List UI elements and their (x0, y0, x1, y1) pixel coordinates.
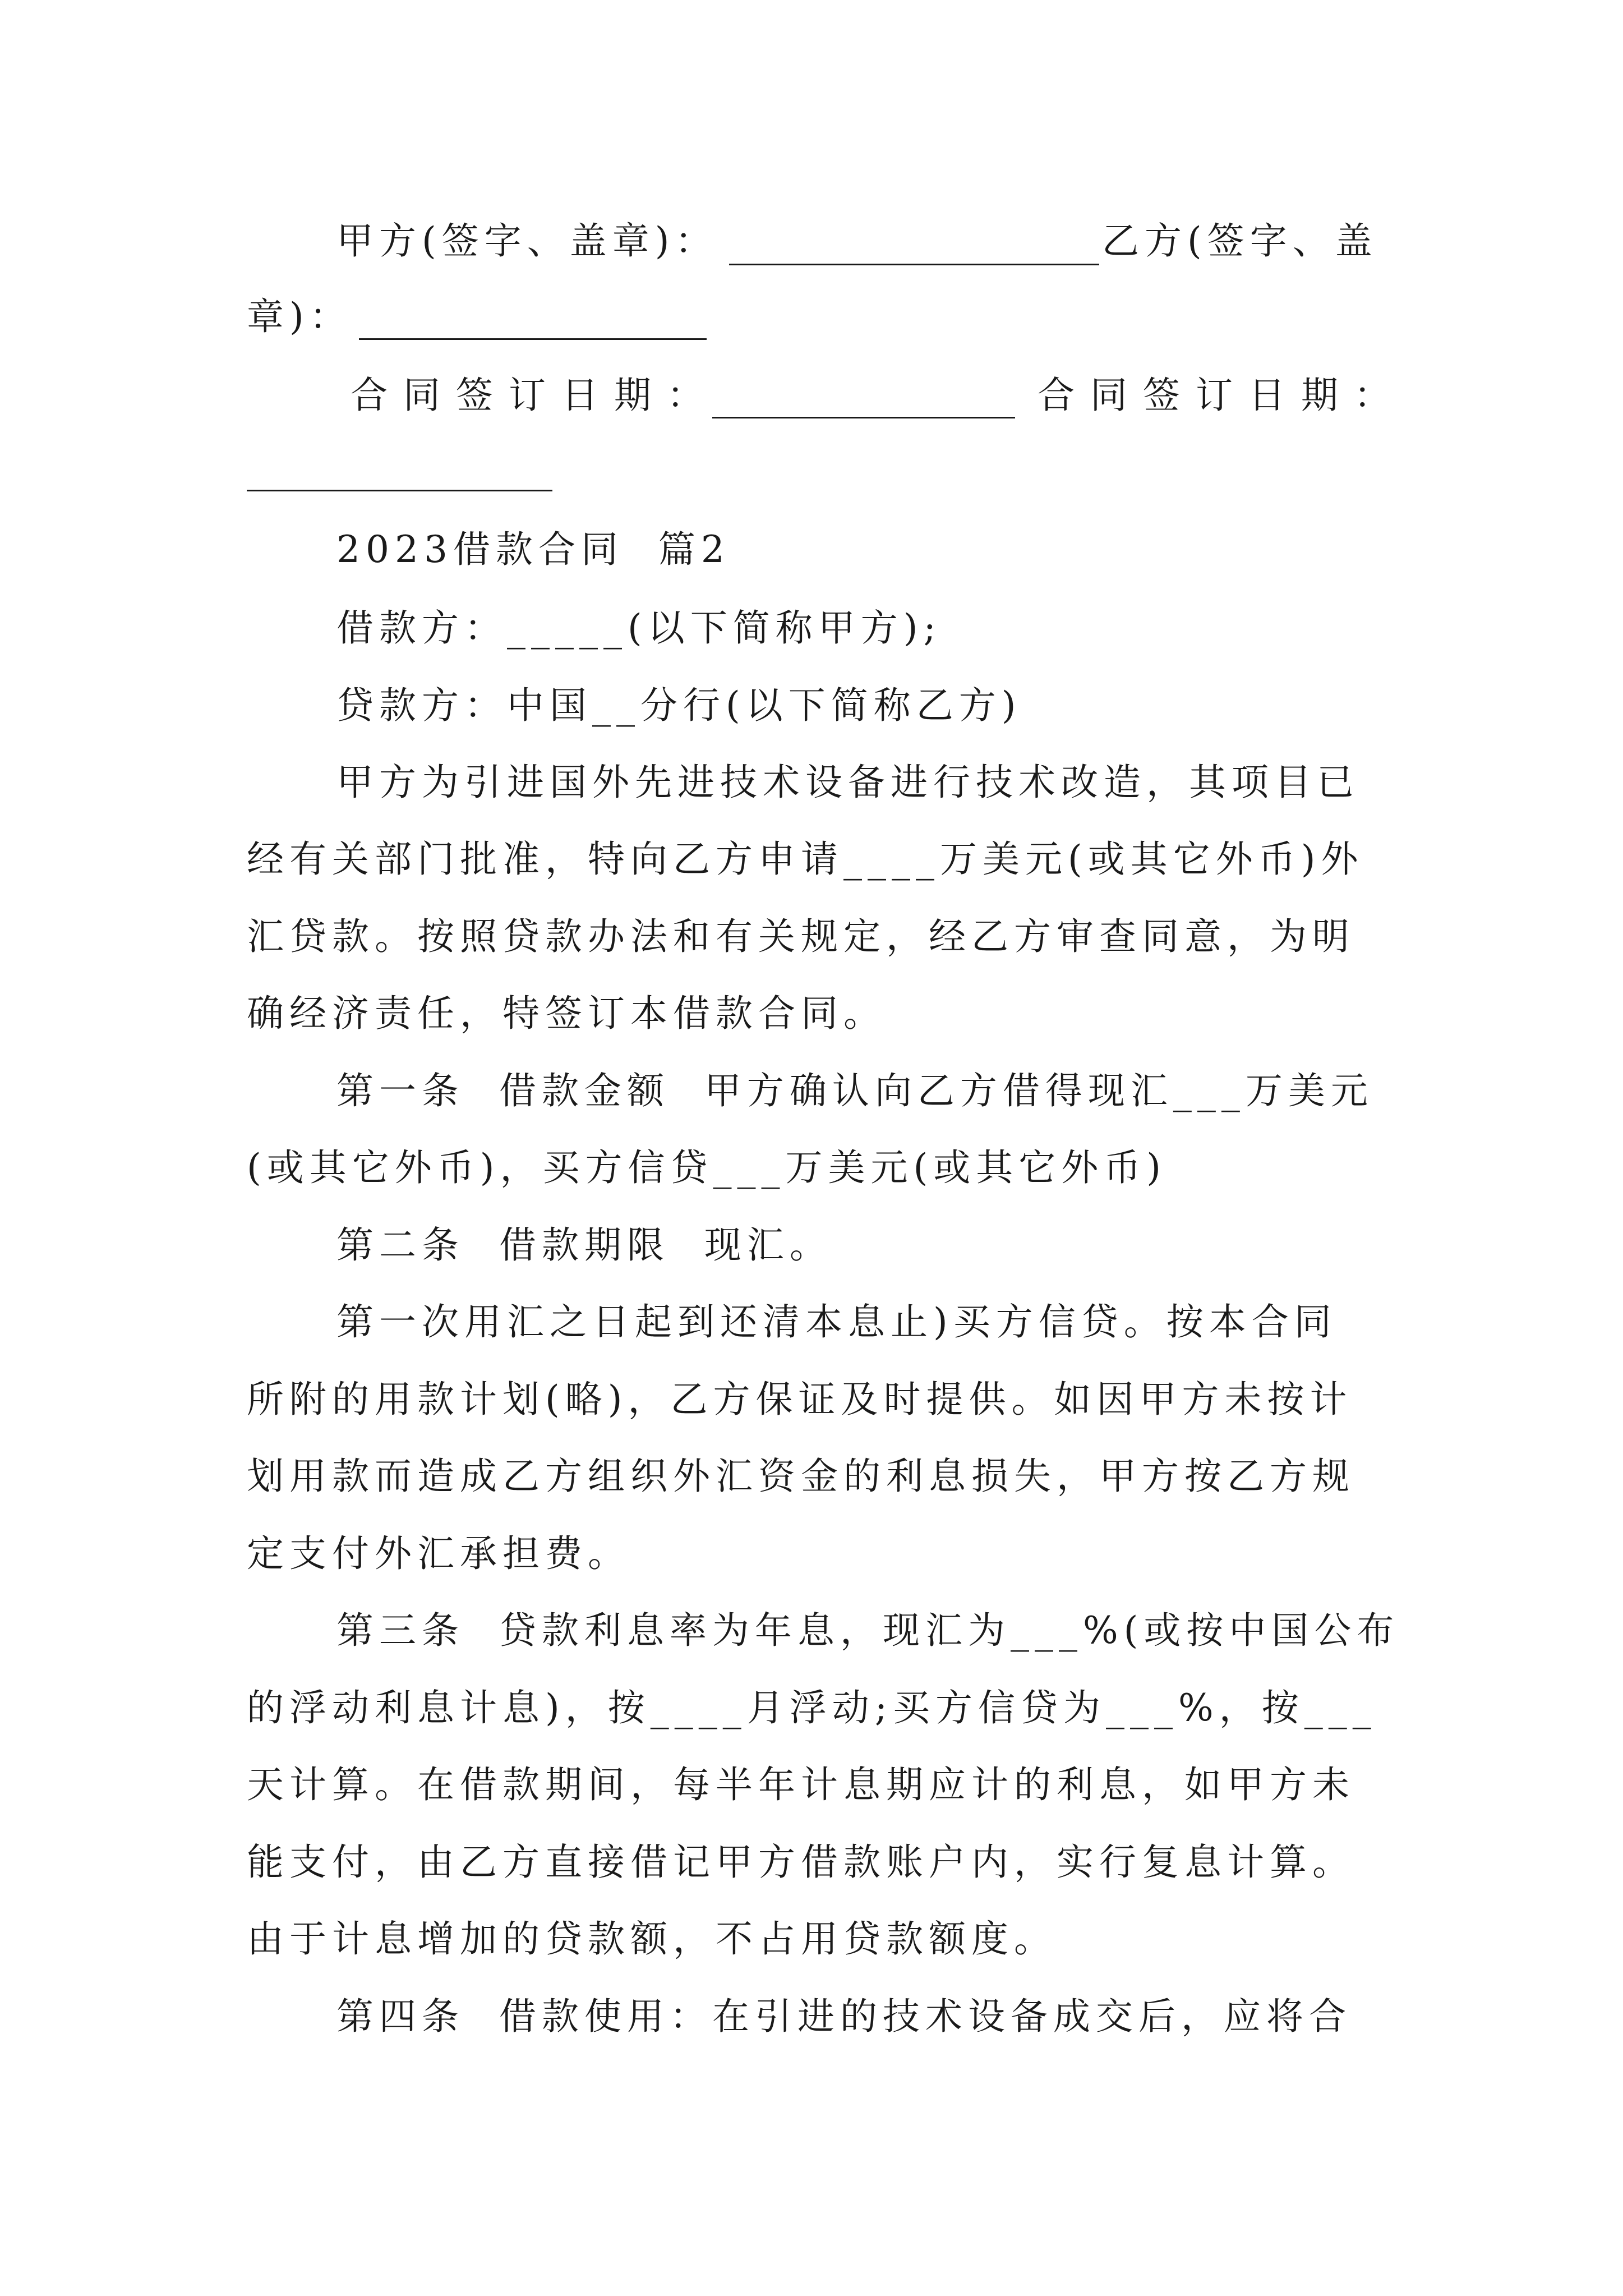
article-4-line: 第四条 借款使用：在引进的技术设备成交后，应将合 (336, 1995, 1352, 2038)
article-3-line: 能支付，由乙方直接借记甲方借款账户内，实行复息计算。 (247, 1841, 1355, 1884)
paragraph-line: 所附的用款计划(略)，乙方保证及时提供。如因甲方未按计 (247, 1378, 1353, 1421)
article-1-line: 第一条 借款金额 甲方确认向乙方借得现汇___万美元 (336, 1069, 1373, 1112)
article-3-line: 天计算。在借款期间，每半年计息期应计的利息，如甲方未 (247, 1763, 1355, 1806)
party-a-signature-label: 甲方(签字、盖章)： (336, 219, 718, 263)
article-3-line: 的浮动利息计息)，按____月浮动;买方信贷为___%，按___ (247, 1686, 1377, 1729)
signing-date-blank-a (712, 417, 1015, 418)
paragraph-line: 划用款而造成乙方组织外汇资金的利息损失，甲方按乙方规 (247, 1455, 1355, 1498)
signing-date-label-b: 合同签订日期： (1038, 374, 1407, 417)
contract-heading: 2023借款合同 篇2 (336, 528, 730, 571)
article-2-line: 第二条 借款期限 现汇。 (336, 1223, 832, 1267)
paragraph-line: 甲方为引进国外先进技术设备进行技术改造，其项目已 (336, 761, 1359, 804)
party-b-signature-blank (359, 338, 707, 340)
party-b-signature-label: 乙方(签字、盖 (1102, 219, 1378, 263)
party-b-signature-label-end: 章)： (247, 295, 352, 338)
borrower-line: 借款方：_____(以下简称甲方); (336, 606, 942, 650)
article-3-line: 由于计息增加的贷款额，不占用贷款额度。 (247, 1917, 1057, 1961)
paragraph-line: 确经济责任，特签订本借款合同。 (247, 992, 886, 1035)
party-a-signature-blank (729, 264, 1099, 265)
paragraph-line: 第一次用汇之日起到还清本息止)买方信贷。按本合同 (336, 1300, 1337, 1343)
signing-date-label-a: 合同签订日期： (351, 374, 720, 417)
paragraph-line: 定支付外汇承担费。 (247, 1532, 630, 1575)
article-3-line: 第三条 贷款利息率为年息，现汇为___%(或按中国公布 (336, 1609, 1400, 1652)
article-1-line: (或其它外币)，买方信贷___万美元(或其它外币) (247, 1146, 1166, 1189)
paragraph-line: 汇贷款。按照贷款办法和有关规定，经乙方审查同意，为明 (247, 915, 1355, 958)
signing-date-blank-b (247, 490, 552, 491)
lender-line: 贷款方：中国__分行(以下简称乙方) (336, 684, 1022, 727)
paragraph-line: 经有关部门批准，特向乙方申请____万美元(或其它外币)外 (247, 838, 1364, 881)
